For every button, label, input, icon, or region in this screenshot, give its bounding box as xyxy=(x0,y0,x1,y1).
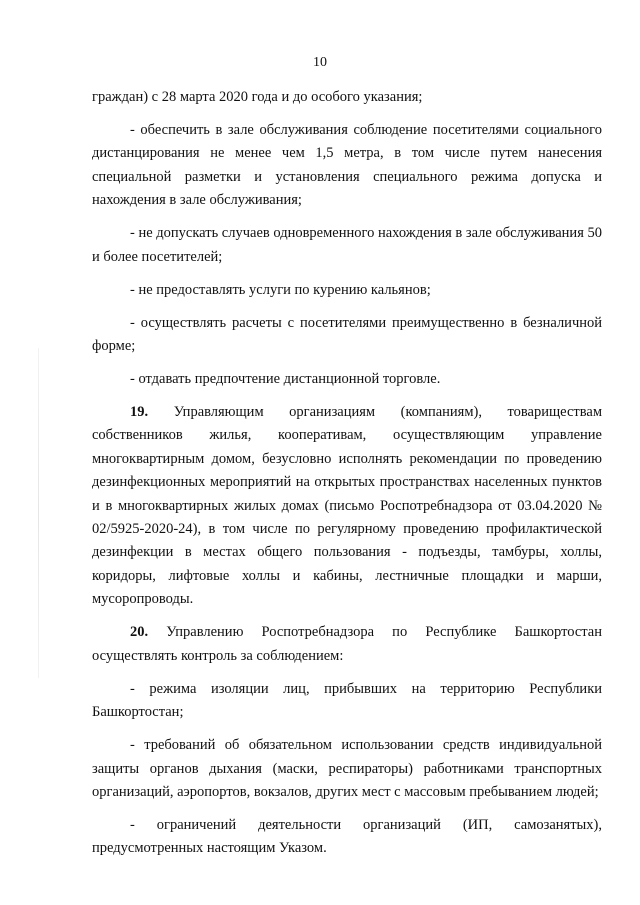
list-item-visitor-limit: - не допускать случаев одновременного нахождения в зале обслуживания 50 и более посетителей; xyxy=(92,225,602,265)
clause-20-text: Управлению Роспотребнадзора по Республике Башкортостан осуществлять контроль за соблюдением: xyxy=(92,624,602,664)
page-number: 10 xyxy=(313,55,327,70)
clause-19-text: Управляющим организациям (компаниям), товариществам собственников жилья, кооперативам, осуществляющим управление многоквартирным домом, безусловно исполнять рекомендации по проведению дезинфекционных мероприятий на открытых пространствах населенных пунктов и в многоквартирных жилых домах (письмо Роспотребнадзора от 03.04.2020 № 02/5925-2020-24), в том числе по регулярному проведению профилактической дезинфекции в местах общего пользования - подъезды, тамбуры, холлы, коридоры, лифтовые холлы и кабины, лестничные площадки и марши, мусоропроводы. xyxy=(92,404,603,608)
list-item-restrictions: - ограничений деятельности организаций (ИП, самозанятых), предусмотренных настоящим Указом. xyxy=(92,816,602,857)
clause-20 xyxy=(92,621,602,668)
clause-19 xyxy=(92,401,602,612)
scan-margin-line xyxy=(38,348,39,678)
list-item-hookah: - не предоставлять услуги по курению кальянов; xyxy=(130,281,431,298)
clause-20-number: 20. xyxy=(130,624,149,641)
paragraph-continuation: граждан) с 28 марта 2020 года и до особого указания; xyxy=(92,89,423,105)
list-item-distancing: - обеспечить в зале обслуживания соблюдение посетителями социального дистанцирования не менее чем 1,5 метра, в том числе путем нанесения специальной разметки и установления специального режима допуска и нахождения в зале обслуживания; xyxy=(92,122,602,209)
clause-19-number: 19. xyxy=(130,404,149,421)
list-item-masks: - требований об обязательном использовании средств индивидуальной защиты органов дыхания (маски, респираторы) работниками транспортных организаций, аэропортов, вокзалов, других мест с массовым пребыванием людей; xyxy=(92,737,602,800)
document-body xyxy=(92,86,602,870)
list-item-isolation: - режима изоляции лиц, прибывших на территорию Республики Башкортостан; xyxy=(92,680,602,721)
list-item-remote-trade: - отдавать предпочтение дистанционной торговле. xyxy=(130,371,441,388)
list-item-cashless: - осуществлять расчеты с посетителями преимущественно в безналичной форме; xyxy=(92,314,602,355)
